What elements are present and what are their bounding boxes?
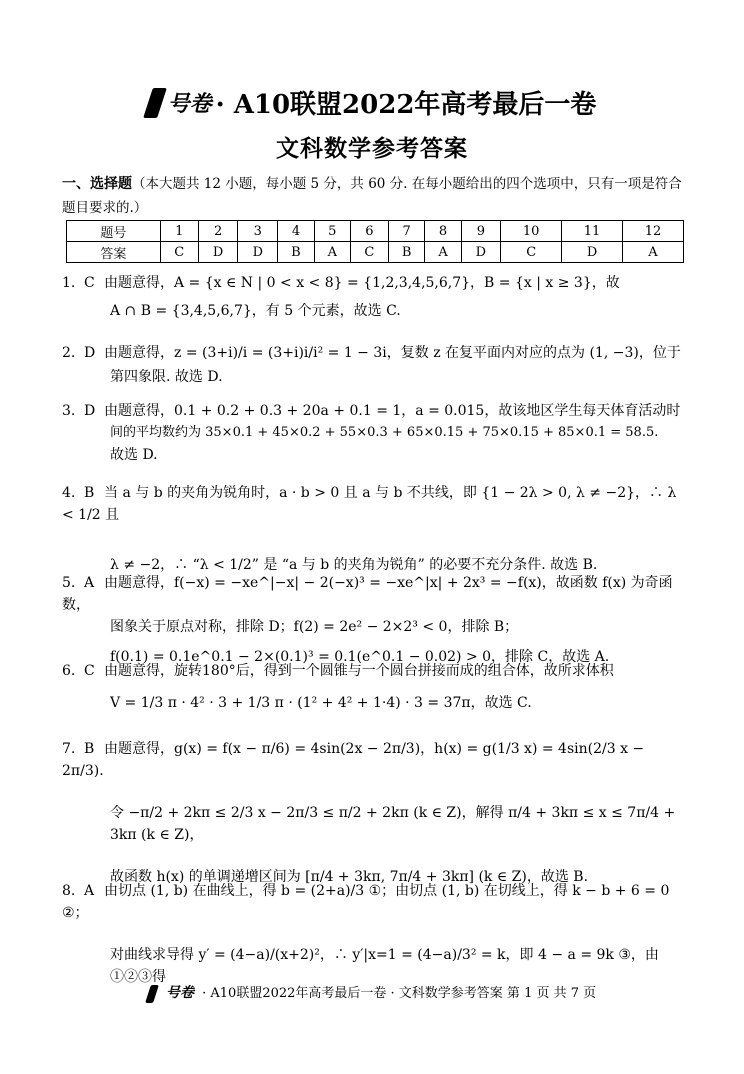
question-number-cell: 1	[160, 221, 198, 242]
question-answer: D	[84, 345, 96, 361]
answer-cell: A	[314, 242, 350, 263]
answer-cell: C	[350, 242, 388, 263]
question-number-cell: 9	[461, 221, 501, 242]
question-number-cell: 10	[501, 221, 562, 242]
brand-logo-text: 号卷	[167, 91, 212, 117]
solution-line: V = 1/3 π · 4² · 3 + 1/3 π · (1² + 4² + 1·4) · 3 = 37π，故选 C.	[110, 695, 532, 711]
question-answer: C	[84, 663, 95, 679]
question-answer: C	[84, 275, 95, 291]
answer-cell: A	[623, 242, 684, 263]
table-header-cell: 答案	[67, 242, 161, 263]
answer-cell: B	[278, 242, 315, 263]
question-number: 5.	[62, 575, 76, 591]
section-intro	[62, 172, 682, 220]
question-number: 1.	[62, 275, 76, 291]
question-answer: D	[84, 403, 96, 419]
question-answer: A	[84, 883, 95, 899]
question-number: 7.	[62, 741, 76, 757]
brand-logo-icon	[145, 985, 159, 1003]
question-number-cell: 4	[278, 221, 315, 242]
question-number-row	[67, 221, 684, 242]
question-answer: A	[84, 575, 95, 591]
answer-cell: D	[461, 242, 501, 263]
question-answer: B	[84, 485, 95, 501]
solution-line: 由题意得，f(−x) = −xe^|−x| − 2(−x)³ = −xe^|x| + 2x³ = −f(x)，故函数 f(x) 为奇函数，	[62, 575, 673, 613]
footer-text: · A10联盟2022年高考最后一卷 · 文科数学参考答案 第 1 页 共 7 页	[202, 986, 597, 1001]
answer-table	[66, 220, 684, 263]
page-subtitle: 文科数学参考答案	[276, 134, 468, 162]
question-number-cell: 5	[314, 221, 350, 242]
page-footer	[0, 982, 744, 1003]
answer-row	[67, 242, 684, 263]
question-3	[62, 400, 688, 466]
question-number-cell: 3	[238, 221, 278, 242]
question-number: 6.	[62, 663, 76, 679]
exam-title: · A10联盟2022年高考最后一卷	[215, 90, 597, 120]
question-number-cell: 7	[388, 221, 425, 242]
question-6	[62, 660, 688, 714]
answer-cell: D	[238, 242, 278, 263]
solution-line: 由题意得，旋转180°后，得到一个圆锥与一个圆台拼接而成的组合体，故所求体积	[104, 663, 614, 679]
question-number: 8.	[62, 883, 76, 899]
solution-line: 由切点 (1, b) 在曲线上，得 b = (2+a)/3 ①；由切点 (1, b) 在切线上，得 k − b + 6 = 0 ②；	[62, 883, 670, 921]
question-number-cell: 2	[198, 221, 238, 242]
page-header	[0, 84, 744, 163]
table-header-cell: 题号	[67, 221, 161, 242]
solution-line: 对曲线求导得 y′ = (4−a)/(x+2)²，∴ y′|x=1 = (4−a)/3² = k，即 4 − a = 9k ③，由①②③得	[110, 947, 659, 985]
solution-line: A ∩ B = {3,4,5,6,7}，有 5 个元素，故选 C.	[110, 303, 401, 319]
solution-line: 故函数 h(x) 的单调递增区间为 [π/4 + 3kπ, 7π/4 + 3kπ] (k ∈ Z)，故选 B.	[110, 869, 589, 885]
question-number-cell: 8	[425, 221, 461, 242]
question-2	[62, 342, 688, 388]
answer-cell: A	[425, 242, 461, 263]
question-7	[62, 738, 688, 888]
question-number-cell: 12	[623, 221, 684, 242]
solution-line: 由题意得，0.1 + 0.2 + 0.3 + 20a + 0.1 = 1，a = 0.015，故该地区学生每天体育活动时	[104, 403, 681, 419]
question-number: 2.	[62, 345, 76, 361]
solution-line: λ ≠ −2，∴ “λ < 1/2” 是 “a 与 b 的夹角为锐角” 的必要不充分条件. 故选 B.	[110, 557, 598, 573]
section-heading: 一、选择题	[62, 176, 132, 192]
answer-cell: D	[562, 242, 623, 263]
question-4	[62, 482, 688, 576]
question-number: 3.	[62, 403, 76, 419]
answer-cell: C	[160, 242, 198, 263]
solution-line: 当 a 与 b 的夹角为锐角时，a · b > 0 且 a 与 b 不共线，即 {1 − 2λ > 0, λ ≠ −2}，∴ λ < 1/2 且	[62, 485, 677, 523]
solution-line: 间的平均数约为 35×0.1 + 45×0.2 + 55×0.3 + 65×0.15 + 75×0.15 + 85×0.1 = 58.5.	[110, 425, 659, 440]
solution-line: 令 −π/2 + 2kπ ≤ 2/3 x − 2π/3 ≤ π/2 + 2kπ (k ∈ Z)，解得 π/4 + 3kπ ≤ x ≤ 7π/4 + 3kπ (k ∈ Z)，	[110, 805, 676, 843]
question-number-cell: 11	[562, 221, 623, 242]
answer-cell: D	[198, 242, 238, 263]
main-title	[148, 84, 597, 121]
question-5	[62, 572, 688, 668]
solution-line: f(0.1) = 0.1e^0.1 − 2×(0.1)³ = 0.1(e^0.1 − 0.02) > 0，排除 C，故选 A.	[110, 649, 610, 665]
brand-logo-icon	[143, 88, 167, 118]
solution-line: 故选 D.	[110, 447, 158, 463]
solution-line: 由题意得，z = (3+i)/i = (3+i)i/i² = 1 − 3i，复数 z 在复平面内对应的点为 (1, −3)，位于	[104, 345, 681, 361]
question-1	[62, 272, 688, 322]
question-number: 4.	[62, 485, 76, 501]
footer-logo-text: 号卷	[165, 985, 194, 1001]
section-instructions: （本大题共 12 小题，每小题 5 分，共 60 分. 在每小题给出的四个选项中，只有一项是符合题目要求的.）	[62, 176, 682, 216]
question-number-cell: 6	[350, 221, 388, 242]
question-answer: B	[84, 741, 95, 757]
solution-line: 第四象限. 故选 D.	[110, 369, 223, 385]
solution-line: 由题意得，g(x) = f(x − π/6) = 4sin(2x − 2π/3)，h(x) = g(1/3 x) = 4sin(2/3 x − 2π/3).	[62, 741, 645, 779]
solution-line: 由题意得，A = {x ∈ N | 0 < x < 8} = {1,2,3,4,5,6,7}，B = {x | x ≥ 3}，故	[104, 275, 620, 291]
answer-cell: C	[501, 242, 562, 263]
solution-line: 图象关于原点对称，排除 D；f(2) = 2e² − 2×2³ < 0，排除 B；	[110, 619, 519, 635]
answer-cell: B	[388, 242, 425, 263]
question-8	[62, 880, 688, 988]
